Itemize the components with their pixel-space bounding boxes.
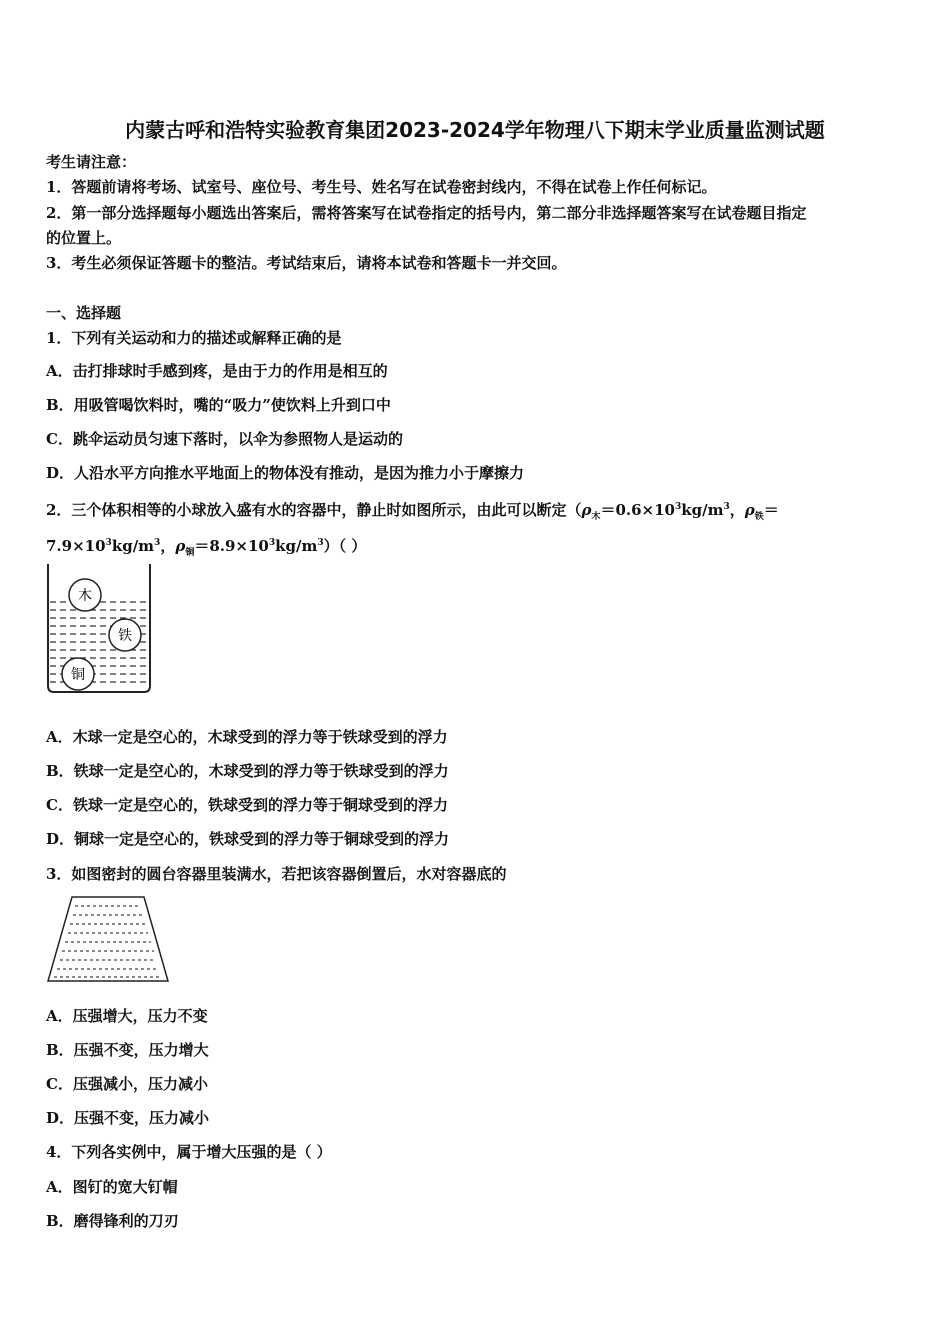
question-stem-cont: $7.9\times 10^3kg/m^3$，$\rho_铜=8.9\times 10^3kg/m^3$）（ ） bbox=[46, 537, 367, 558]
notice-item: 的位置上。 bbox=[46, 229, 122, 247]
option: C．压强减小，压力减小 bbox=[46, 1075, 208, 1093]
section-heading: 一、选择题 bbox=[46, 304, 122, 322]
notice-item: 2．第一部分选择题每小题选出答案后，需将答案写在试卷指定的括号内，第二部分非选择题答案写在试卷题目指定 bbox=[46, 204, 807, 222]
option: A．图钉的宽大钉帽 bbox=[46, 1178, 178, 1196]
option: B．压强不变，压力增大 bbox=[46, 1041, 209, 1059]
option: C．跳伞运动员匀速下落时，以伞为参照物人是运动的 bbox=[46, 430, 403, 448]
notice-heading: 考生请注意： bbox=[46, 153, 137, 171]
option: B．用吸管喝饮料时，嘴的“吸力”使饮料上升到口中 bbox=[46, 396, 391, 414]
frustum-container-figure bbox=[44, 893, 172, 985]
floating-balls-figure bbox=[44, 562, 156, 696]
question-stem: 1．下列有关运动和力的描述或解释正确的是 bbox=[46, 329, 342, 347]
option: D．压强不变，压力减小 bbox=[46, 1109, 210, 1127]
notice-item: 1．答题前请将考场、试室号、座位号、考生号、姓名写在试卷密封线内，不得在试卷上作任何标记。 bbox=[46, 178, 717, 196]
page-title: 内蒙古呼和浩特实验教育集团2023-2024学年物理八下期末学业质量监测试题 bbox=[125, 118, 825, 142]
option: B．铁球一定是空心的，木球受到的浮力等于铁球受到的浮力 bbox=[46, 762, 449, 780]
option: D．铜球一定是空心的，铁球受到的浮力等于铜球受到的浮力 bbox=[46, 830, 450, 848]
option: A．击打排球时手感到疼，是由于力的作用是相互的 bbox=[46, 362, 388, 380]
notice-item: 3．考生必须保证答题卡的整洁。考试结束后，请将本试卷和答题卡一并交回。 bbox=[46, 254, 567, 272]
copper-label: 铜 bbox=[71, 667, 85, 683]
option: C．铁球一定是空心的，铁球受到的浮力等于铜球受到的浮力 bbox=[46, 796, 448, 814]
question-stem: 3．如图密封的圆台容器里装满水，若把该容器倒置后，水对容器底的 bbox=[46, 865, 507, 883]
option: B．磨得锋利的刀刃 bbox=[46, 1212, 179, 1230]
question-stem: 4．下列各实例中，属于增大压强的是（ ） bbox=[46, 1143, 332, 1161]
iron-label: 铁 bbox=[118, 628, 132, 644]
question-stem: 2．三个体积相等的小球放入盛有水的容器中，静止时如图所示，由此可以断定（$\rho_木=0.6\times 10^3kg/m^3$，$\rho_铁=$ bbox=[46, 501, 779, 522]
option: D．人沿水平方向推水平地面上的物体没有推动，是因为推力小于摩擦力 bbox=[46, 464, 525, 482]
option: A．压强增大，压力不变 bbox=[46, 1007, 208, 1025]
wood-label: 木 bbox=[78, 588, 92, 604]
option: A．木球一定是空心的，木球受到的浮力等于铁球受到的浮力 bbox=[46, 728, 448, 746]
